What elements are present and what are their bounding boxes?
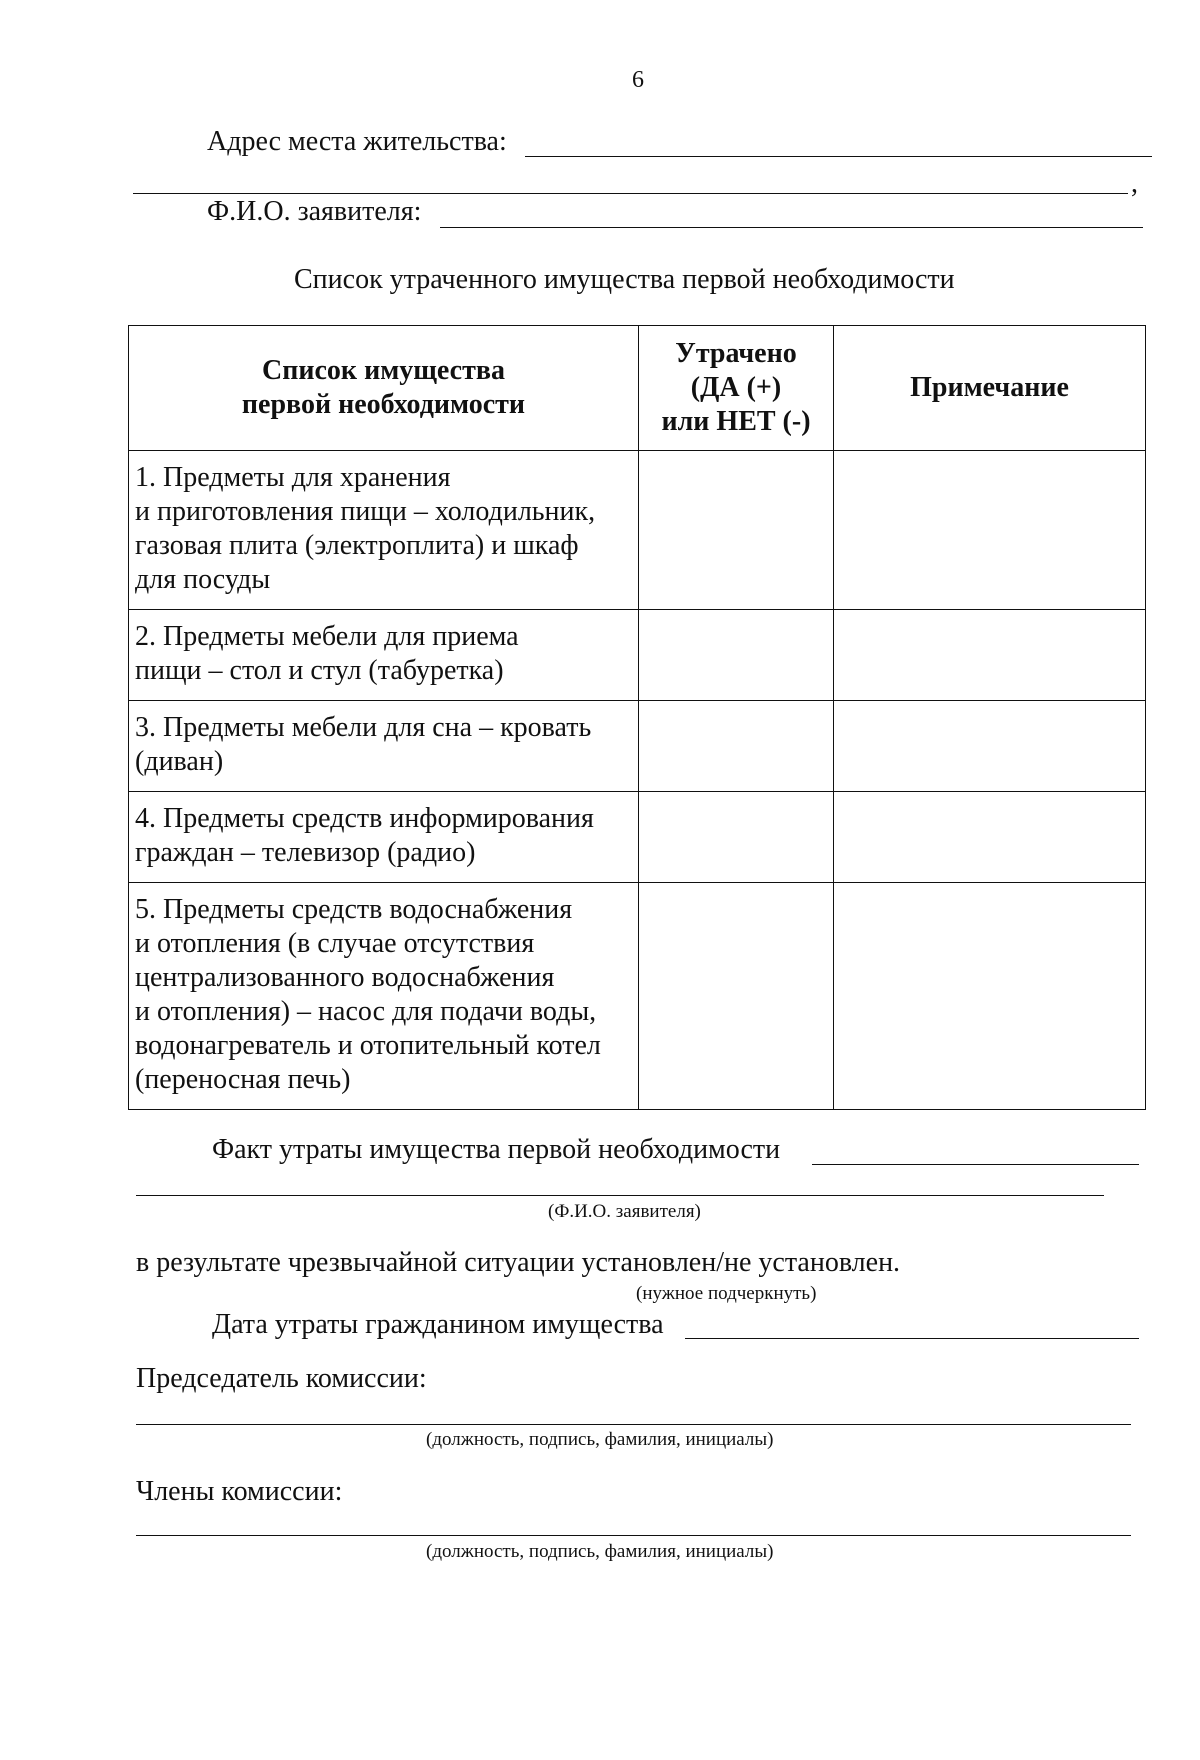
fact-line-2[interactable] xyxy=(136,1195,1104,1196)
table-header-row xyxy=(129,326,1146,451)
item-cell xyxy=(129,701,639,792)
item-line: газовая плита (электроплита) и шкаф xyxy=(135,530,579,561)
item-line: централизованного водоснабжения xyxy=(135,962,555,993)
members-caption: (должность, подпись, фамилия, инициалы) xyxy=(426,1541,774,1562)
item-line: (диван) xyxy=(135,746,224,777)
fact-line[interactable] xyxy=(812,1164,1139,1165)
chairman-label: Председатель комиссии: xyxy=(136,1363,427,1394)
note-cell[interactable] xyxy=(834,792,1146,883)
address-line-2[interactable] xyxy=(133,193,1128,194)
header-item-line: первой необходимости xyxy=(241,389,526,420)
item-line: и отопления) – насос для подачи воды, xyxy=(135,996,597,1027)
header-note-text: Примечание xyxy=(910,372,1069,403)
page-number: 6 xyxy=(632,67,644,93)
address-label: Адрес места жительства: xyxy=(207,126,507,157)
lost-cell[interactable] xyxy=(639,883,834,1110)
item-line: и приготовления пищи – холодильник, xyxy=(135,496,596,527)
address-line[interactable] xyxy=(525,156,1152,157)
header-note xyxy=(834,326,1146,451)
note-cell[interactable] xyxy=(834,701,1146,792)
lost-cell[interactable] xyxy=(639,701,834,792)
item-line: 1. Предметы для хранения xyxy=(135,462,451,493)
lost-cell[interactable] xyxy=(639,792,834,883)
item-cell xyxy=(129,451,639,610)
item-cell xyxy=(129,792,639,883)
fio-caption: (Ф.И.О. заявителя) xyxy=(548,1201,701,1222)
header-lost-line: Утрачено xyxy=(675,338,797,369)
members-line[interactable] xyxy=(136,1535,1131,1536)
item-line: граждан – телевизор (радио) xyxy=(135,837,476,868)
result-text: в результате чрезвычайной ситуации установлен/не установлен. xyxy=(136,1247,901,1278)
header-lost xyxy=(639,326,834,451)
header-item xyxy=(129,326,639,451)
item-cell xyxy=(129,883,639,1110)
item-line: пищи – стол и стул (табуретка) xyxy=(135,655,504,686)
item-line: 4. Предметы средств информирования xyxy=(135,803,594,834)
note-cell[interactable] xyxy=(834,610,1146,701)
item-line: и отопления (в случае отсутствия xyxy=(135,928,535,959)
lost-cell[interactable] xyxy=(639,451,834,610)
item-line: 2. Предметы мебели для приема xyxy=(135,621,519,652)
applicant-line[interactable] xyxy=(440,227,1143,228)
list-title: Список утраченного имущества первой необходимости xyxy=(294,264,955,295)
property-table xyxy=(128,325,1146,1110)
chairman-caption: (должность, подпись, фамилия, инициалы) xyxy=(426,1429,774,1450)
applicant-label: Ф.И.О. заявителя: xyxy=(207,196,422,227)
table-row xyxy=(129,883,1146,1110)
item-line: 5. Предметы средств водоснабжения xyxy=(135,894,573,925)
item-line: водонагреватель и отопительный котел xyxy=(135,1030,601,1061)
chairman-line[interactable] xyxy=(136,1424,1131,1425)
item-line: 3. Предметы мебели для сна – кровать xyxy=(135,712,592,743)
header-lost-line: (ДА (+) xyxy=(690,372,782,403)
date-label: Дата утраты гражданином имущества xyxy=(212,1309,664,1340)
item-cell xyxy=(129,610,639,701)
table-row xyxy=(129,701,1146,792)
item-line: (переносная печь) xyxy=(135,1064,351,1095)
members-label: Члены комиссии: xyxy=(136,1476,343,1507)
underline-hint: (нужное подчеркнуть) xyxy=(636,1283,817,1304)
address-comma: , xyxy=(1131,168,1138,199)
note-cell[interactable] xyxy=(834,451,1146,610)
header-item-line: Список имущества xyxy=(262,355,505,386)
table-row xyxy=(129,610,1146,701)
note-cell[interactable] xyxy=(834,883,1146,1110)
lost-cell[interactable] xyxy=(639,610,834,701)
header-lost-line: или НЕТ (-) xyxy=(661,406,811,437)
fact-label: Факт утраты имущества первой необходимости xyxy=(212,1134,781,1165)
table-row xyxy=(129,792,1146,883)
table-row xyxy=(129,451,1146,610)
date-line[interactable] xyxy=(685,1338,1139,1339)
item-line: для посуды xyxy=(135,564,271,595)
